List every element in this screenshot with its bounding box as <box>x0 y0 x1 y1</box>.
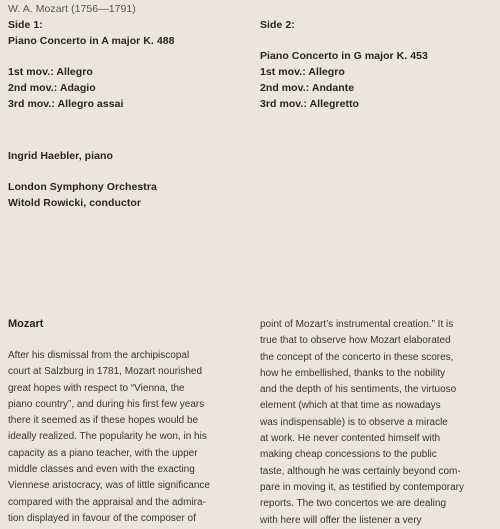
side1-title: Piano Concerto in A major K. 488 <box>8 35 175 47</box>
notes-right-line: element (which at that time as nowadays <box>260 400 441 412</box>
notes-right-line: with here will offer the listener a very <box>260 514 422 526</box>
conductor-credit: Witold Rowicki, conductor <box>8 197 141 209</box>
side1-movement-3: 3rd mov.: Allegro assai <box>8 98 124 110</box>
side1-movement-1: 1st mov.: Allegro <box>8 66 93 78</box>
notes-right-column <box>260 317 464 529</box>
side1-movement-2: 2nd mov.: Adagio <box>8 82 96 94</box>
notes-right-line: taste, although he was certainly beyond com- <box>260 465 461 477</box>
notes-left-line: great hopes with respect to “Vienna, the <box>8 382 185 394</box>
composer-line: W. A. Mozart (1756—1791) <box>8 3 136 15</box>
notes-left-line: After his dismissal from the archipiscopal <box>8 350 190 361</box>
notes-left-line: Viennese aristocracy, was of little significance <box>8 480 210 492</box>
notes-right-line: making cheap concessions to the public <box>260 449 437 461</box>
side2-movement-2: 2nd mov.: Andante <box>260 82 355 94</box>
orchestra-credit: London Symphony Orchestra <box>8 181 157 193</box>
side2-title: Piano Concerto in G major K. 453 <box>260 50 428 62</box>
notes-right-line: at work. He never contented himself with <box>260 433 441 445</box>
notes-right-line: pare in moving it, as testified by contemporary <box>260 481 464 493</box>
notes-right-line: how he embellished, thanks to the nobility <box>260 367 446 379</box>
notes-right-line: and the depth of his sentiments, the virtuoso <box>260 384 457 396</box>
notes-right-line: was indispensable) is to observe a miracle <box>260 416 448 428</box>
notes-right-line: the concept of the concerto in these scores, <box>260 351 454 363</box>
notes-left-line: compared with the appraisal and the admira- <box>8 496 206 508</box>
side2-label: Side 2: <box>260 19 295 31</box>
notes-left-line: court at Salzburg in 1781, Mozart nourished <box>8 366 202 378</box>
notes-left-line: capacity as a piano teacher, with the upper <box>8 447 198 459</box>
notes-left-column <box>8 348 210 527</box>
side1-label: Side 1: <box>8 19 43 31</box>
side2-movement-1: 1st mov.: Allegro <box>260 66 345 78</box>
notes-right-line: reports. The two concertos we are dealing <box>260 498 447 510</box>
notes-right-line: true that to observe how Mozart elaborated <box>260 335 451 347</box>
notes-right-line: point of Mozart’s instrumental creation.” It is <box>260 319 454 330</box>
notes-left-line: ideally realized. The popularity he won, in his <box>8 431 207 443</box>
side2-movement-3: 3rd mov.: Allegretto <box>260 98 360 110</box>
notes-left-line: middle classes and even with the exacting <box>8 464 195 476</box>
notes-left-line: tion displayed in favour of the composer of <box>8 512 196 524</box>
notes-left-line: piano country”, and during his first few years <box>8 398 205 410</box>
notes-left-line: there it seemed as if these hopes would be <box>8 415 199 427</box>
notes-heading: Mozart <box>8 318 44 330</box>
soloist-credit: Ingrid Haebler, piano <box>8 150 113 162</box>
